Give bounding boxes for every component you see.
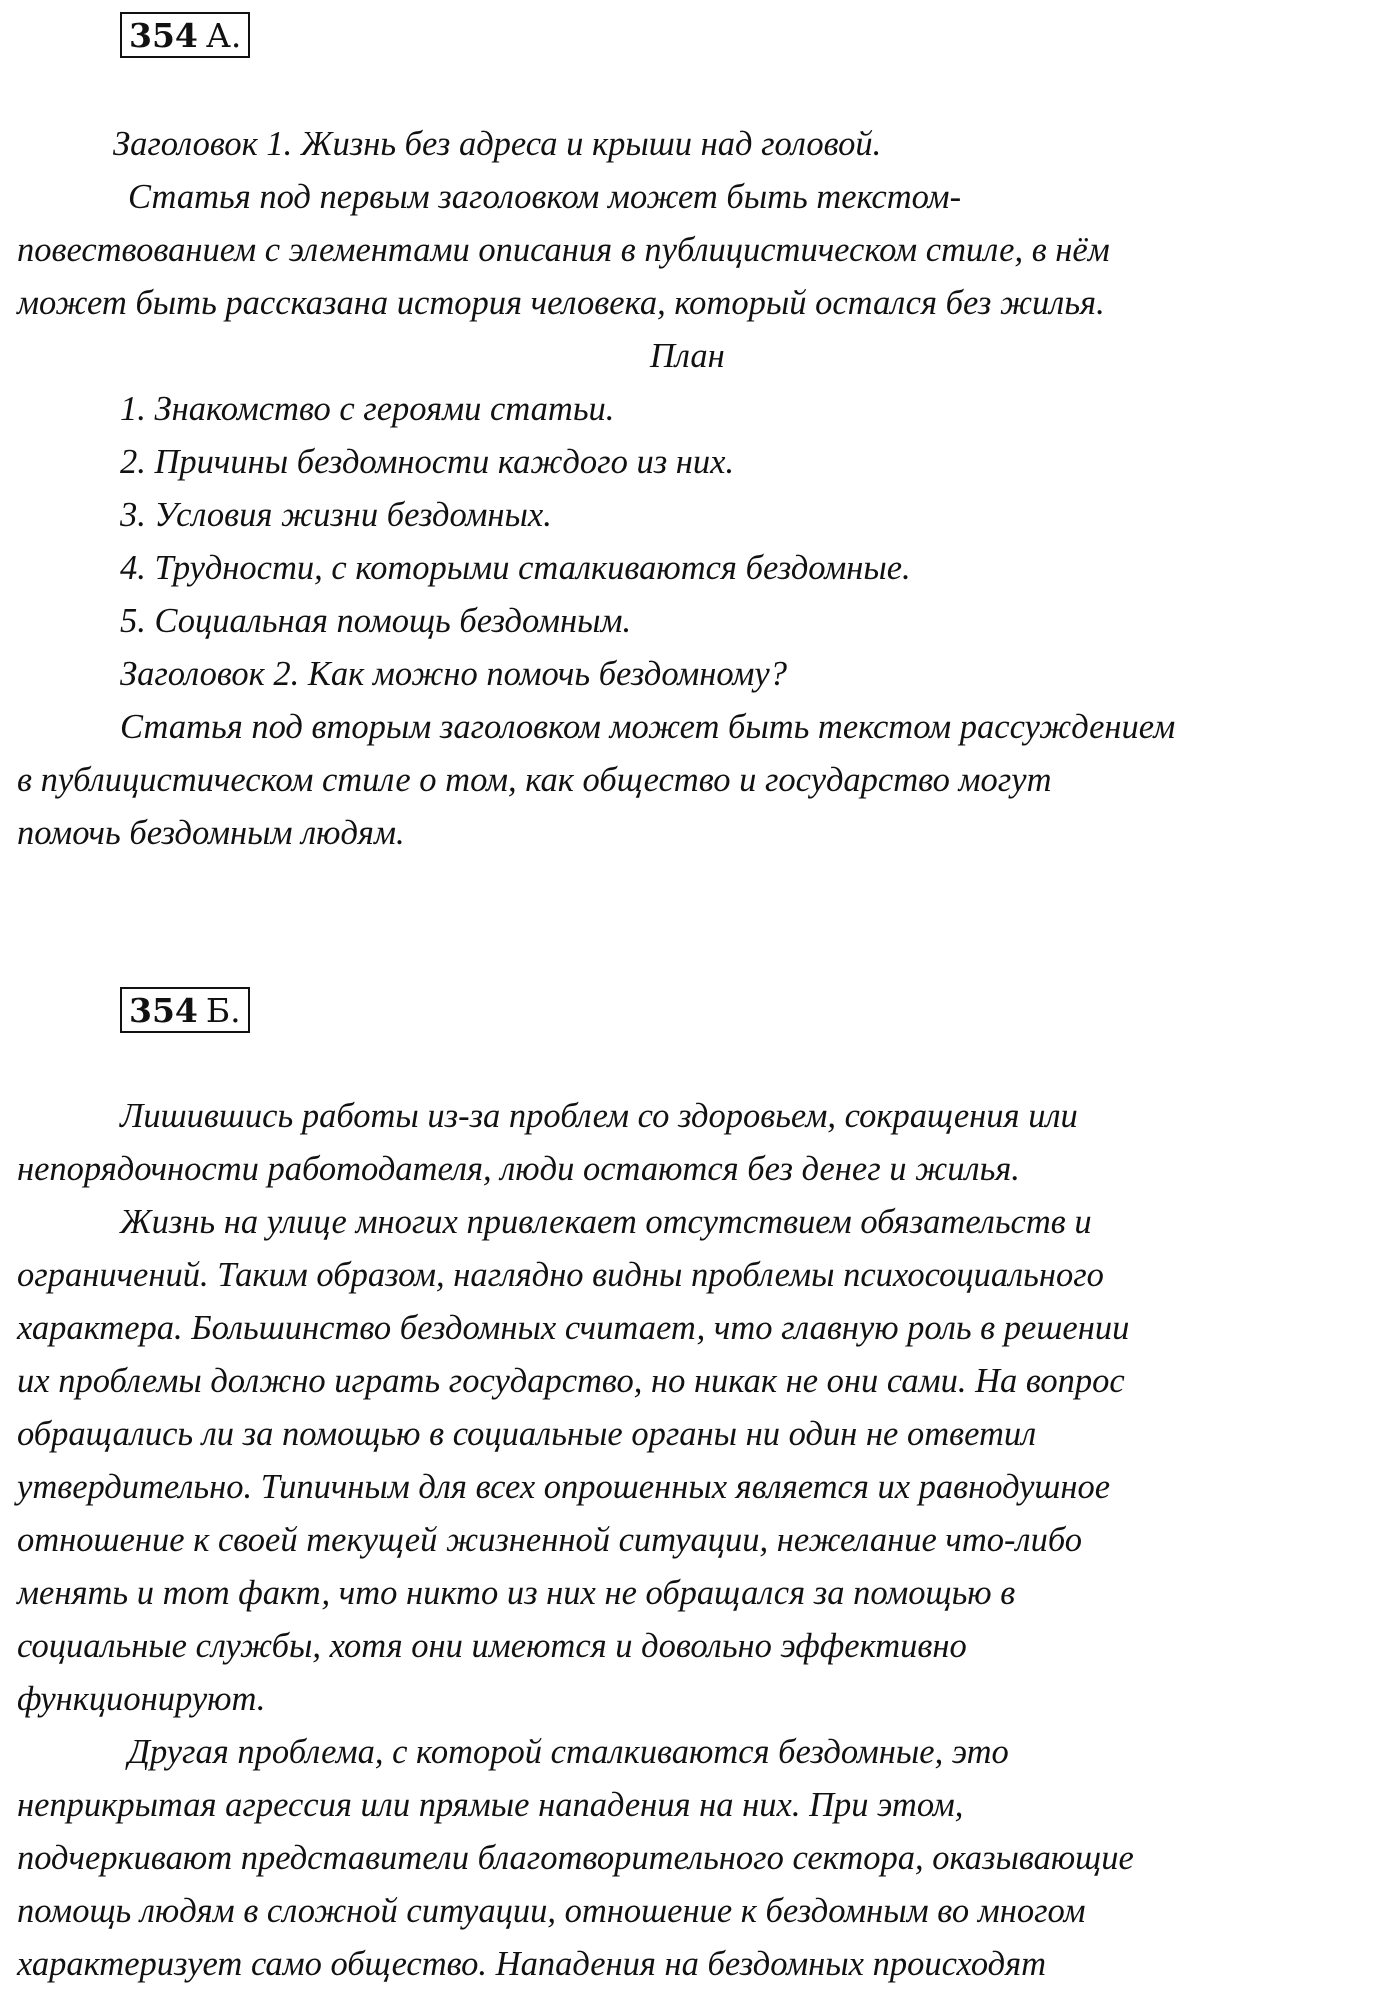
paragraph-line: Другая проблема, с которой сталкиваются бездомные, это — [128, 1733, 1009, 1771]
paragraph-line: характеризует само общество. Нападения на бездомных происходят — [17, 1945, 1047, 1983]
plan-item: 2. Причины бездомности каждого из них. — [120, 443, 735, 481]
paragraph-line: непорядочности работодателя, люди остаются без денег и жилья. — [17, 1150, 1020, 1188]
paragraph-line: Лишившись работы из-за проблем со здоровьем, сокращения или — [120, 1097, 1078, 1135]
heading-2-line: Заголовок 2. Как можно помочь бездомному? — [120, 655, 787, 693]
paragraph-line: неприкрытая агрессия или прямые нападения на них. При этом, — [17, 1786, 964, 1824]
plan-item: 3. Условия жизни бездомных. — [120, 496, 552, 534]
plan-item: 4. Трудности, с которыми сталкиваются бездомные. — [120, 549, 911, 587]
exercise-number: 354 — [129, 991, 198, 1030]
paragraph-line: Статья под вторым заголовком может быть текстом рассуждением — [120, 708, 1176, 746]
exercise-label-354a — [120, 12, 250, 58]
paragraph-line: может быть рассказана история человека, который остался без жилья. — [17, 284, 1105, 322]
paragraph-line: Жизнь на улице многих привлекает отсутствием обязательств и — [120, 1203, 1092, 1241]
paragraph-line: утвердительно. Типичным для всех опрошенных является их равнодушное — [17, 1468, 1111, 1506]
paragraph-line: в публицистическом стиле о том, как общество и государство могут — [17, 761, 1052, 799]
paragraph-line: социальные службы, хотя они имеются и довольно эффективно — [17, 1627, 967, 1665]
plan-item: 1. Знакомство с героями статьи. — [120, 390, 615, 428]
paragraph-line: отношение к своей текущей жизненной ситуации, нежелание что-либо — [17, 1521, 1082, 1559]
paragraph-line: помочь бездомным людям. — [17, 814, 405, 852]
exercise-number: 354 — [129, 16, 198, 55]
paragraph-line: ограничений. Таким образом, наглядно видны проблемы психосоциального — [17, 1256, 1104, 1294]
plan-title: План — [650, 337, 725, 375]
paragraph-line: помощь людям в сложной ситуации, отношение к бездомным во многом — [17, 1892, 1086, 1930]
exercise-letter: А. — [205, 16, 242, 55]
exercise-letter: Б. — [205, 991, 241, 1030]
plan-item: 5. Социальная помощь бездомным. — [120, 602, 632, 640]
paragraph-line: функционируют. — [17, 1680, 266, 1718]
paragraph-line: их проблемы должно играть государство, но никак не они сами. На вопрос — [17, 1362, 1125, 1400]
paragraph-line: подчеркивают представители благотворительного сектора, оказывающие — [17, 1839, 1134, 1877]
paragraph-line: обращались ли за помощью в социальные органы ни один не ответил — [17, 1415, 1037, 1453]
heading-1-line: Заголовок 1. Жизнь без адреса и крыши над головой. — [113, 125, 882, 163]
exercise-label-354b — [120, 987, 250, 1033]
paragraph-line: повествованием с элементами описания в публицистическом стиле, в нём — [17, 231, 1110, 269]
paragraph-line: характера. Большинство бездомных считает, что главную роль в решении — [17, 1309, 1130, 1347]
paragraph-line: Статья под первым заголовком может быть текстом- — [128, 178, 962, 216]
paragraph-line: менять и тот факт, что никто из них не обращался за помощью в — [17, 1574, 1016, 1612]
